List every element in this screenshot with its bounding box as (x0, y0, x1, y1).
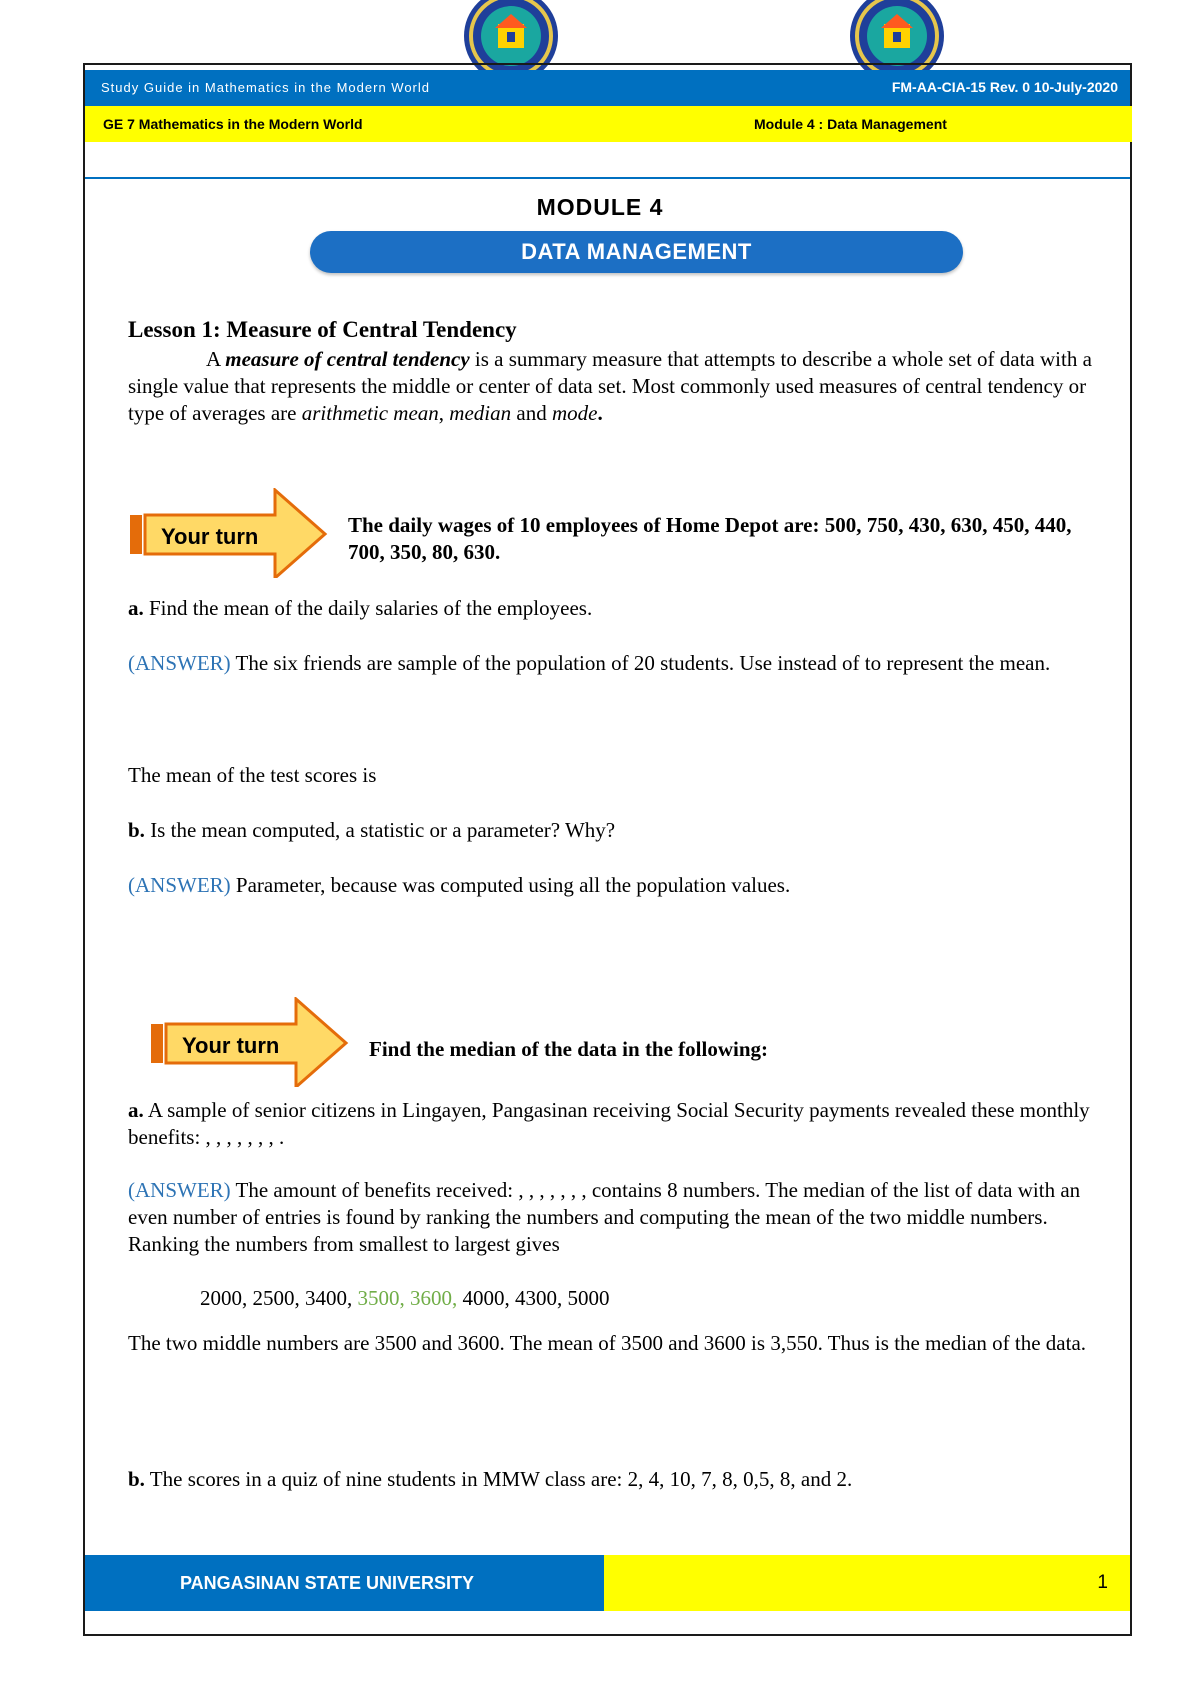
question-2b: b. The scores in a quiz of nine students in MMW class are: 2, 4, 10, 7, 8, 0,5, 8, and 2. (128, 1467, 853, 1491)
answer-1b: (ANSWER) Parameter, because was computed using all the population values. (128, 873, 791, 897)
your-turn-label: Your turn (161, 524, 259, 549)
question-1a: a. Find the mean of the daily salaries of the employees. (128, 596, 593, 620)
answer-tag: (ANSWER) (128, 1178, 231, 1202)
header-divider (85, 177, 1130, 179)
ranked-values: 2000, 2500, 3400, 3500, 3600, 4000, 4300, 5000 (200, 1286, 610, 1310)
module-title-banner: DATA MANAGEMENT (310, 231, 963, 273)
mean-statement: The mean of the test scores is (128, 763, 377, 787)
question-1b: b. Is the mean computed, a statistic or a parameter? Why? (128, 818, 616, 842)
form-code: FM-AA-CIA-15 Rev. 0 10-July-2020 (891, 79, 1118, 95)
course-name: GE 7 Mathematics in the Modern World (103, 116, 363, 132)
header-bar (85, 70, 1130, 106)
answer-1a: (ANSWER) The six friends are sample of the population of 20 students. Use instead of to represent the mean. (128, 651, 1051, 675)
wages-prompt: The daily wages of 10 employees of Home Depot are: 500, 750, 430, 630, 450, 440, 700, 350, 80, 630. (348, 513, 1072, 564)
middle-values: 3500, 3600, (352, 1286, 458, 1310)
your-turn-label: Your turn (182, 1033, 280, 1058)
lesson-intro: A measure of central tendency is a summary measure that attempts to describe a whole set of data with a single value that represents the middle or center of data set. Most commonly used measures of central tendency or type of averages are arithmetic mean, median and mode. (128, 347, 1092, 425)
page-number: 1 (1097, 1572, 1108, 1593)
lesson-title: Lesson 1: Measure of Central Tendency (128, 317, 517, 342)
median-prompt: Find the median of the data in the following: (369, 1037, 769, 1061)
your-turn-arrow-1 (128, 488, 328, 578)
page-frame (83, 63, 1132, 1636)
question-2a: a. A sample of senior citizens in Lingayen, Pangasinan receiving Social Security payments revealed these monthly benefits: , , , , , , , . (128, 1098, 1090, 1149)
term-central-tendency: measure of central tendency (225, 347, 470, 371)
your-turn-arrow-2 (149, 997, 349, 1087)
answer-tag: (ANSWER) (128, 651, 231, 675)
module-number: MODULE 4 (536, 194, 664, 220)
module-reference: Module 4 : Data Management (754, 116, 947, 132)
median-conclusion: The two middle numbers are 3500 and 3600. The mean of 3500 and 3600 is 3,550. Thus is the median of the data. (128, 1331, 1087, 1355)
answer-2a: (ANSWER) The amount of benefits received: , , , , , , , contains 8 numbers. The median of the list of data with an even number of entries is found by ranking the numbers and computing the mean of the two middle numbers. Ranking the numbers from smallest to largest gives (128, 1178, 1081, 1256)
course-bar (85, 106, 1132, 142)
footer-page (604, 1555, 1130, 1611)
answer-tag: (ANSWER) (128, 873, 231, 897)
course-guide-title: Study Guide in Mathematics in the Modern World (101, 80, 431, 95)
footer-university: PANGASINAN STATE UNIVERSITY (85, 1555, 604, 1611)
